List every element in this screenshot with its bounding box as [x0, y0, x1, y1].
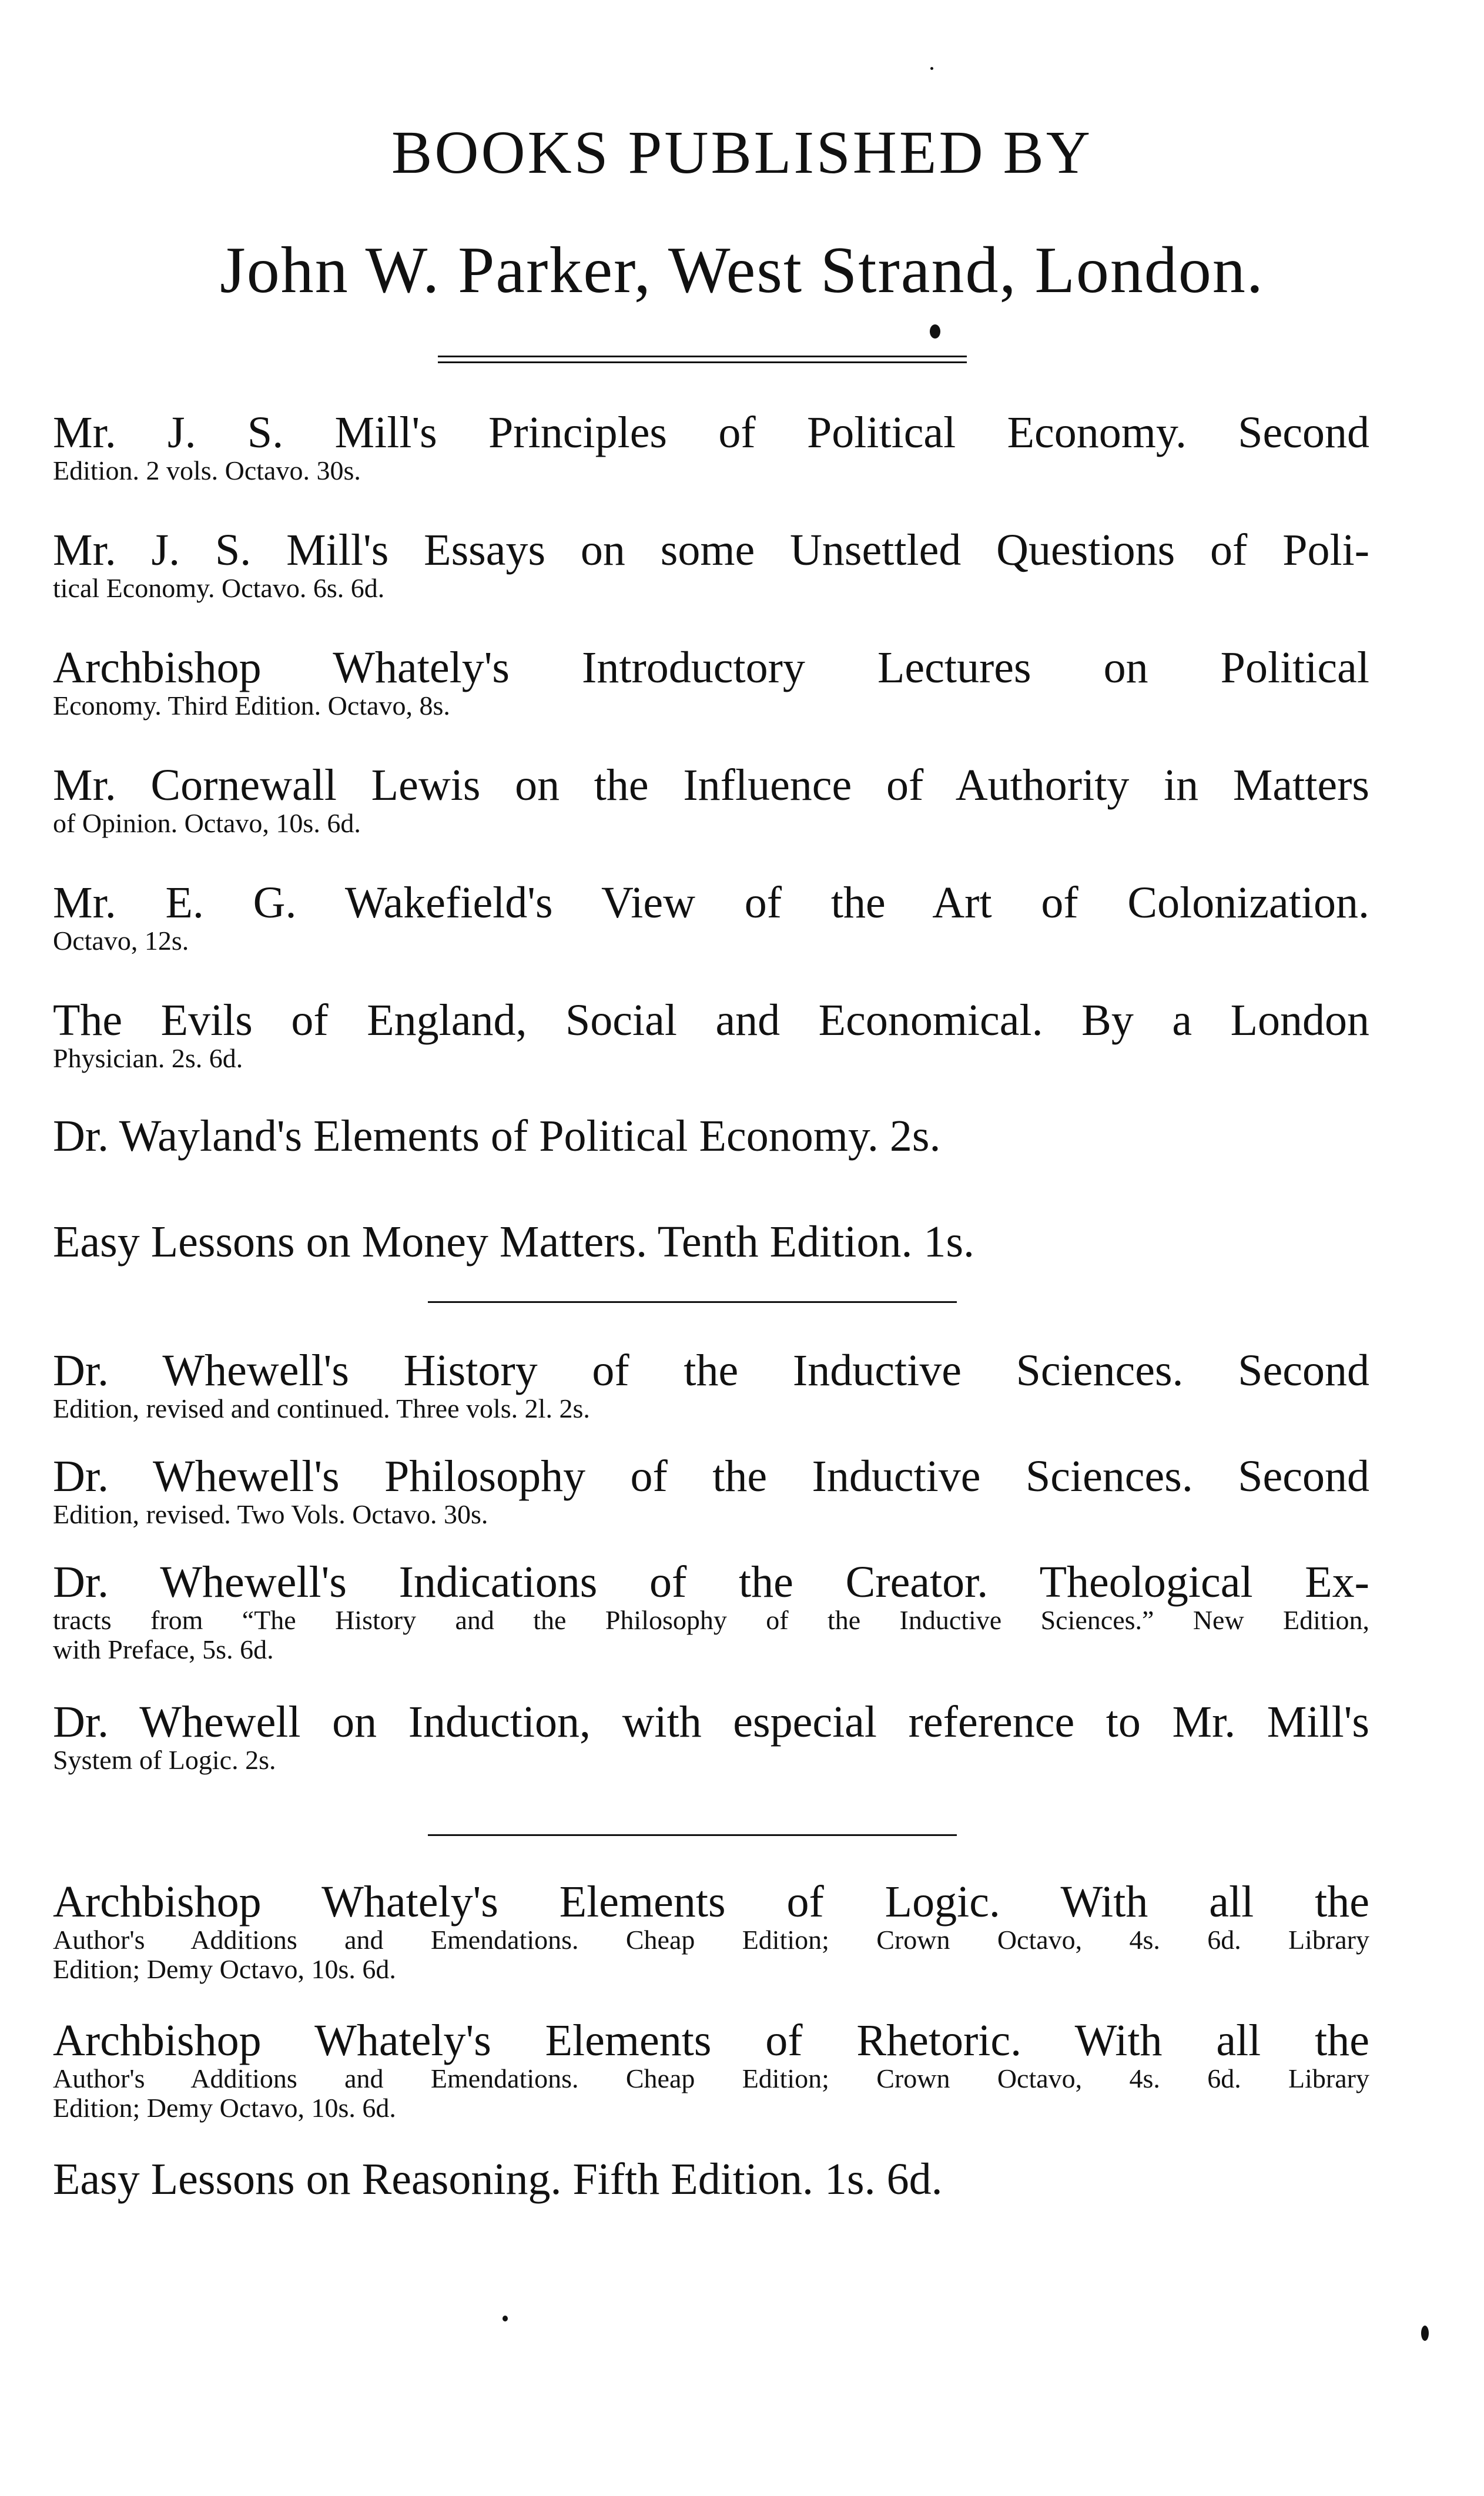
book-entry [53, 1698, 1369, 1775]
ornament-dot-top [930, 324, 940, 339]
header-double-rule [438, 356, 967, 363]
section-divider [428, 1834, 957, 1836]
book-title: Archbishop Whately's Elements of Rhetoric. With all the [53, 2016, 1369, 2065]
book-title: Dr. Wayland's Elements of Political Economy. 2s. [53, 1111, 941, 1161]
section-divider [428, 1301, 957, 1303]
book-details: with Preface, 5s. 6d. [53, 1634, 274, 1664]
book-entry [53, 527, 1369, 603]
book-details: Edition, revised. Two Vols. Octavo. 30s. [53, 1499, 488, 1529]
book-title: Mr. J. S. Mill's Essays on some Unsettled Questions of Poli- [53, 525, 1369, 575]
stray-mark [503, 2316, 508, 2321]
publisher-line: John W. Parker, West Strand, London. [220, 234, 1264, 307]
book-title: Mr. Cornewall Lewis on the Influence of Authority in Matters [53, 760, 1369, 810]
book-entry [53, 1347, 1369, 1423]
book-details: Edition. 2 vols. Octavo. 30s. [53, 455, 361, 485]
stray-mark [1421, 2326, 1429, 2341]
book-entry [53, 997, 1369, 1073]
book-details: Edition; Demy Octavo, 10s. 6d. [53, 1954, 396, 1984]
book-entry [53, 2156, 1369, 2203]
book-entry [53, 1113, 1369, 1160]
book-entry [53, 644, 1369, 721]
book-details: Author's Additions and Emendations. Cheap Edition; Crown Octavo, 4s. 6d. Library [53, 1925, 1369, 1955]
book-details: Author's Additions and Emendations. Cheap Edition; Crown Octavo, 4s. 6d. Library [53, 2063, 1369, 2093]
book-title: The Evils of England, Social and Economical. By a London [53, 996, 1369, 1045]
book-entry [53, 1559, 1369, 1664]
stray-mark [930, 67, 933, 70]
book-title: Dr. Whewell's History of the Inductive Sciences. Second [53, 1346, 1369, 1395]
book-details: tical Economy. Octavo. 6s. 6d. [53, 573, 385, 603]
book-details: Economy. Third Edition. Octavo, 8s. [53, 691, 450, 721]
book-title: Dr. Whewell's Indications of the Creator. Theological Ex- [53, 1557, 1369, 1607]
book-entry [53, 2017, 1369, 2123]
book-entry [53, 1218, 1369, 1265]
book-details: of Opinion. Octavo, 10s. 6d. [53, 808, 361, 838]
book-title: Archbishop Whately's Elements of Logic. With all the [53, 1877, 1369, 1927]
book-title: Dr. Whewell's Philosophy of the Inductive Sciences. Second [53, 1452, 1369, 1501]
book-title: Dr. Whewell on Induction, with especial reference to Mr. Mill's [53, 1697, 1369, 1747]
book-details: Octavo, 12s. [53, 926, 189, 956]
book-title: Archbishop Whately's Introductory Lectures on Political [53, 643, 1369, 692]
book-title: Easy Lessons on Reasoning. Fifth Edition. 1s. 6d. [53, 2155, 943, 2204]
book-entry [53, 762, 1369, 838]
book-entry [53, 1453, 1369, 1529]
book-details: tracts from “The History and the Philosophy of the Inductive Sciences.” New Edition, [53, 1605, 1369, 1635]
book-details: Edition; Demy Octavo, 10s. 6d. [53, 2093, 396, 2123]
book-details: Edition, revised and continued. Three vols. 2l. 2s. [53, 1393, 590, 1423]
catalogue-heading: BOOKS PUBLISHED BY [391, 119, 1093, 186]
book-title: Mr. E. G. Wakefield's View of the Art of Colonization. [53, 878, 1369, 927]
book-entry [53, 409, 1369, 485]
book-details: System of Logic. 2s. [53, 1745, 276, 1775]
book-title: Easy Lessons on Money Matters. Tenth Edition. 1s. [53, 1217, 975, 1267]
book-title: Mr. J. S. Mill's Principles of Political Economy. Second [53, 408, 1369, 457]
book-details: Physician. 2s. 6d. [53, 1043, 243, 1073]
book-entry [53, 879, 1369, 956]
book-entry [53, 1878, 1369, 1984]
